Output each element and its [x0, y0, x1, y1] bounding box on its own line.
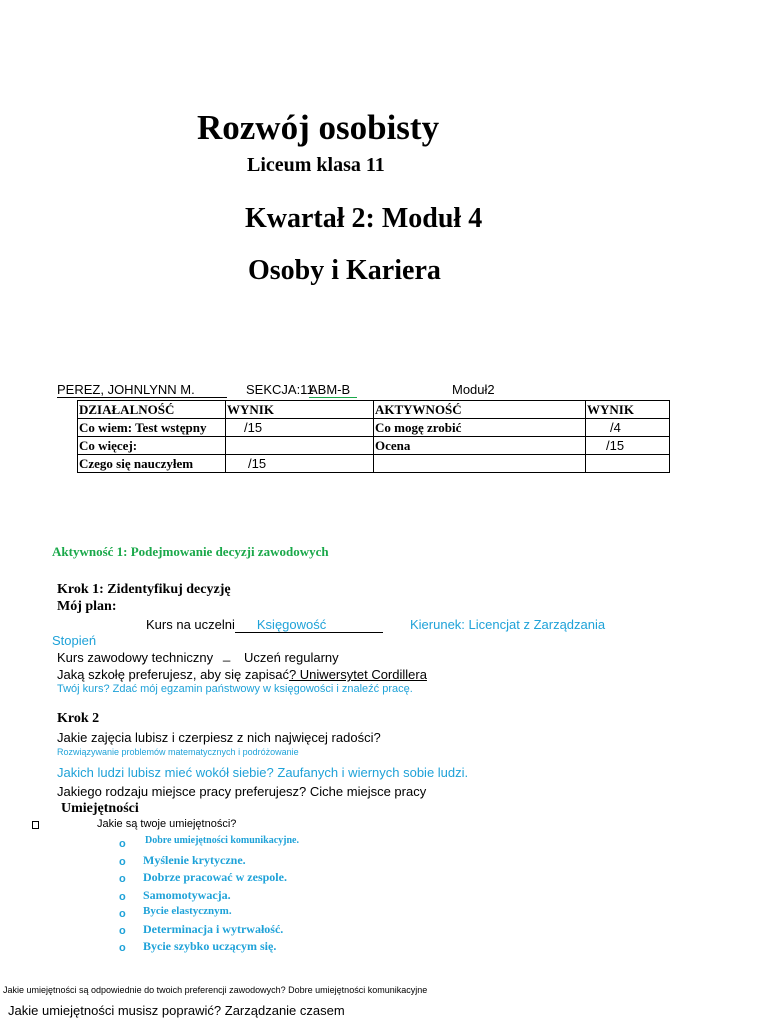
people-question: Jakich ludzi lubisz mieć wokół siebie? Zaufanych i wiernych sobie ludzi. [57, 765, 469, 780]
course-label: Kurs na uczelni [146, 617, 235, 632]
joy-question: Jakie zajęcia lubisz i czerpiesz z nich najwięcej radości? [57, 730, 381, 745]
table-cell: Co więcej: [78, 437, 226, 455]
skills-question: Jakie są twoje umiejętności? [97, 818, 237, 830]
table-cell [374, 455, 586, 473]
school-answer: ? Uniwersytet Cordillera [288, 667, 427, 682]
module-title: Osoby i Kariera [248, 255, 441, 286]
vocational-blank: _ [223, 647, 231, 662]
module-number: Moduł2 [452, 382, 495, 397]
fit-question: Jakie umiejętności są odpowiednie do twoich preferencji zawodowych? Dobre umiejętności komunikacyjne [3, 985, 428, 995]
step2-title: Krok 2 [57, 711, 100, 726]
score-cell [586, 455, 670, 473]
table-row [78, 455, 670, 473]
table-header-cell: WYNIK [586, 401, 670, 419]
skill-item: Bycie szybko uczącym się. [143, 939, 277, 953]
score-cell: /15 [226, 455, 374, 473]
regular-label: Uczeń regularny [244, 650, 339, 665]
bullet-o-icon: o [119, 856, 126, 868]
workplace-question: Jakiego rodzaju miejsce pracy preferujesz? Ciche miejsce pracy [57, 784, 427, 799]
skill-item: Bycie elastycznym. [143, 905, 232, 917]
table-header-cell: DZIAŁALNOŚĆ [78, 401, 226, 419]
table-header-cell: WYNIK [226, 401, 374, 419]
course-goal: Twój kurs? Zdać mój egzamin państwowy w księgowości i znaleźć pracę. [57, 683, 413, 695]
checkbox-icon [32, 821, 39, 829]
course-line [146, 617, 383, 633]
bullet-o-icon: o [119, 908, 126, 920]
table-header-row [78, 401, 670, 419]
school-line [57, 667, 427, 682]
table-row [78, 437, 670, 455]
section-value: ABM-B [309, 382, 357, 398]
quarter-heading: Kwartał 2: Moduł 4 [245, 203, 483, 234]
table-cell: Co mogę zrobić [374, 419, 586, 437]
score-cell: /15 [586, 437, 670, 455]
bullet-o-icon: o [119, 873, 126, 885]
my-plan-label: Mój plan: [57, 599, 117, 614]
table-cell: Ocena [374, 437, 586, 455]
major-text: Kierunek: Licencjat z Zarządzania [410, 617, 606, 632]
score-cell: /15 [226, 419, 374, 437]
degree-text: Stopień [52, 633, 97, 648]
page-title: Rozwój osobisty [197, 108, 440, 147]
skill-item: Myślenie krytyczne. [143, 853, 246, 867]
skill-item: Dobre umiejętności komunikacyjne. [145, 835, 299, 846]
page-subtitle: Liceum klasa 11 [247, 154, 385, 176]
course-value: Księgowość [235, 617, 383, 633]
score-cell: /4 [586, 419, 670, 437]
skill-item: Samomotywacja. [143, 888, 231, 902]
bullet-o-icon: o [119, 891, 126, 903]
improve-question: Jakie umiejętności musisz poprawić? Zarządzanie czasem [8, 1003, 345, 1018]
bullet-o-icon: o [119, 838, 126, 850]
grades-table [77, 400, 670, 473]
table-cell: Co wiem: Test wstępny [78, 419, 226, 437]
step1-title: Krok 1: Zidentyfikuj decyzję [57, 582, 231, 597]
student-name: PEREZ, JOHNLYNN M. [57, 382, 227, 398]
skill-item: Determinacja i wytrwałość. [143, 922, 284, 936]
skill-item: Dobrze pracować w zespole. [143, 870, 287, 884]
table-cell: Czego się nauczyłem [78, 455, 226, 473]
bullet-o-icon: o [119, 942, 126, 954]
table-row [78, 419, 670, 437]
bullet-o-icon: o [119, 925, 126, 937]
vocational-label: Kurs zawodowy techniczny [57, 650, 214, 665]
joy-answer: Rozwiązywanie problemów matematycznych i podróżowanie [57, 747, 299, 757]
school-question: Jaką szkołę preferujesz, aby się zapisać [57, 667, 289, 682]
score-cell [226, 437, 374, 455]
table-header-cell: AKTYWNOŚĆ [374, 401, 586, 419]
section-label: SEKCJA:11 [246, 382, 314, 397]
activity-heading: Aktywność 1: Podejmowanie decyzji zawodowych [52, 544, 329, 559]
skills-heading: Umiejętności [61, 801, 139, 816]
